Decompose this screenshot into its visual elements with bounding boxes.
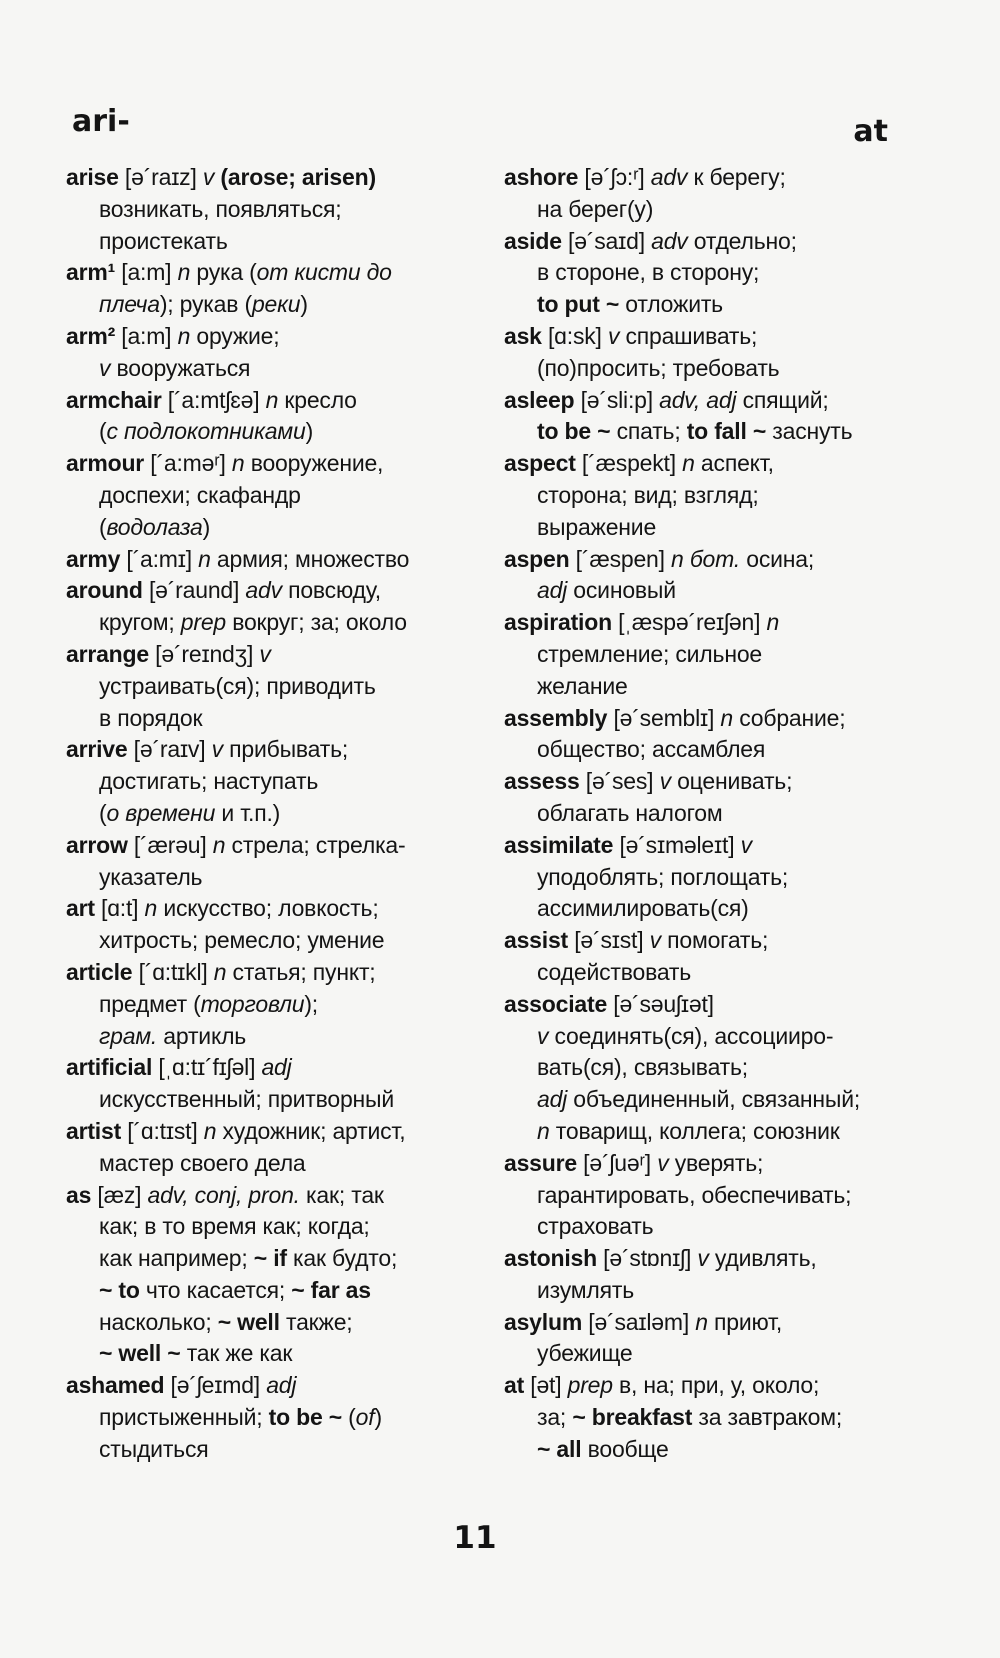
entry-text: соединять(ся), ассоцииро- (548, 1022, 834, 1049)
entry-continuation (504, 353, 924, 385)
entry-headline (504, 1243, 924, 1275)
entry-text: как например; (99, 1245, 254, 1272)
grammar-label: of (355, 1404, 375, 1431)
entry-headline (504, 989, 924, 1021)
entry-text: [ə´ʃeɪmd] (164, 1372, 267, 1399)
headword: artificial (66, 1054, 153, 1081)
entry-headline (66, 1370, 506, 1402)
running-head-left: ari- (72, 104, 130, 139)
headword: to put ~ (537, 291, 620, 318)
headword: arm¹ (66, 259, 116, 286)
dictionary-column-left (66, 162, 506, 1466)
entry-text: [´a:məʳ] (144, 450, 232, 477)
entry-text: [ə´ʃɔ:ʳ] (578, 164, 651, 190)
grammar-label: n (203, 1117, 217, 1144)
entry-text: уверять; (668, 1149, 764, 1176)
entry-headline (504, 1370, 924, 1402)
entry-text: вокруг; за; около (226, 609, 407, 636)
page-number: 11 (453, 1520, 497, 1556)
entry-text: достигать; наступать (99, 768, 319, 795)
entry-text: стыдиться (99, 1435, 209, 1462)
entry-text: спящий; (736, 386, 829, 413)
entry-text: [ˌɑ:tɪ´fɪʃəl] (152, 1054, 262, 1081)
entry-headline (66, 639, 506, 671)
entry-text: как; так (299, 1181, 384, 1208)
headword: article (66, 958, 133, 985)
entry-continuation (66, 194, 506, 226)
entry-text: собрание; (733, 704, 846, 731)
entry-continuation (504, 1180, 924, 1212)
grammar-label: n (144, 895, 158, 922)
headword: to be ~ (268, 1404, 342, 1431)
entry-text: [´ɑ:tɪkl] (132, 958, 214, 985)
entry-text: в порядок (99, 704, 203, 731)
entry-text: [ə´sɪməleɪt] (613, 831, 741, 858)
headword: ~ well (217, 1308, 280, 1335)
grammar-label: n (212, 831, 226, 858)
entry-text: [ət] (524, 1372, 568, 1399)
entry-text: оружие; (190, 322, 280, 349)
entry-text: [ə´saɪd] (561, 227, 652, 254)
entry-text: вооружение, (244, 450, 384, 477)
grammar-label: плеча (99, 291, 160, 318)
entry-continuation (66, 1084, 506, 1116)
entry-text: ( (99, 418, 107, 445)
entry-headline (66, 734, 506, 766)
entry-text: мастер своего дела (99, 1149, 306, 1176)
grammar-label: реки (251, 291, 301, 318)
headword: assist (504, 927, 569, 954)
entry-continuation (66, 1021, 506, 1053)
entry-text: и т.п.) (215, 799, 281, 826)
entry-headline (504, 925, 924, 957)
entry-continuation (504, 257, 924, 289)
entry-headline (66, 830, 506, 862)
entry-text: помогать; (660, 927, 769, 954)
headword: ~ far as (291, 1276, 371, 1303)
entry-text: (по)просить; требовать (537, 354, 780, 381)
grammar-label: adv, conj, pron. (147, 1181, 300, 1208)
headword: assimilate (504, 831, 614, 858)
headword: armour (66, 450, 145, 477)
entry-continuation (66, 989, 506, 1021)
grammar-label: с подлокотниками (106, 418, 306, 445)
entry-continuation (504, 1338, 924, 1370)
headword: arise (66, 164, 119, 190)
entry-text: приют, (707, 1308, 783, 1335)
entry-continuation (66, 1275, 506, 1307)
entry-continuation (504, 1116, 924, 1148)
entry-headline (504, 766, 924, 798)
entry-text: ассимилировать(ся) (537, 895, 749, 922)
entry-text: также; (279, 1308, 353, 1335)
entry-text: отложить (619, 291, 723, 318)
grammar-label: adj (537, 577, 568, 604)
grammar-label: v (202, 164, 215, 190)
headword: at (504, 1372, 525, 1399)
grammar-label: грам. (99, 1022, 158, 1049)
entry-continuation (66, 416, 506, 448)
headword: arrange (66, 640, 149, 667)
headword: ~ if (253, 1245, 287, 1272)
entry-headline (66, 544, 506, 576)
entry-text: удивлять, (708, 1245, 817, 1272)
entry-text: что касается; (139, 1276, 292, 1303)
entry-headline (504, 162, 924, 194)
entry-continuation (66, 480, 506, 512)
entry-text: художник; артист, (216, 1117, 406, 1144)
entry-text: вать(ся), связывать; (537, 1054, 748, 1081)
entry-text: спрашивать; (619, 322, 758, 349)
grammar-label: n (231, 450, 245, 477)
entry-text: гарантировать, обеспечивать; (537, 1181, 852, 1208)
entry-text: [a:m] (115, 322, 178, 349)
entry-text: стремление; сильное (537, 640, 762, 667)
grammar-label: adv, adj (659, 386, 737, 413)
grammar-label: adv (245, 577, 282, 604)
entry-continuation (504, 1021, 924, 1053)
grammar-label: prep (180, 609, 226, 636)
entry-text: так же как (180, 1340, 293, 1367)
entry-text: отдельно; (687, 227, 797, 254)
headword: artist (66, 1117, 122, 1144)
entry-text: проистекать (99, 227, 228, 254)
entry-text: осина; (740, 545, 815, 572)
entry-text: вообще (581, 1435, 669, 1462)
entry-text: изумлять (537, 1276, 634, 1303)
grammar-label: n (213, 958, 227, 985)
entry-text: устраивать(ся); приводить (99, 672, 376, 699)
grammar-label: adj (537, 1086, 568, 1113)
entry-text: [ə´ses] (579, 768, 660, 795)
grammar-label: v (99, 354, 111, 381)
entry-text: общество; ассамблея (537, 736, 766, 763)
entry-headline (504, 544, 924, 576)
running-head-right: at (853, 114, 888, 149)
entry-text: указатель (99, 863, 203, 890)
headword: ~ breakfast (572, 1404, 693, 1431)
entry-text: уподоблять; поглощать; (537, 863, 789, 890)
entry-text: [æz] (91, 1181, 148, 1208)
headword: ashore (504, 164, 579, 190)
entry-text: оценивать; (670, 768, 793, 795)
entry-text: [ə´səuʃɪət] (607, 990, 714, 1017)
entry-text: ) (374, 1404, 382, 1431)
entry-text: ); (304, 990, 318, 1017)
entry-continuation (66, 1307, 506, 1339)
entry-text: желание (537, 672, 628, 699)
entry-text: за завтраком; (692, 1404, 843, 1431)
entry-continuation (504, 671, 924, 703)
headword: ~ well ~ (99, 1340, 181, 1367)
entry-continuation (504, 1275, 924, 1307)
entry-text: сторона; вид; взгляд; (537, 481, 759, 508)
entry-continuation (504, 289, 924, 321)
entry-continuation (66, 925, 506, 957)
entry-text: убежище (537, 1340, 633, 1367)
entry-text: [a:m] (115, 259, 178, 286)
entry-text: возникать, появляться; (99, 195, 342, 222)
entry-text: [´ærəu] (127, 831, 213, 858)
grammar-label: v (607, 322, 620, 349)
entry-headline (66, 1180, 506, 1212)
entry-continuation (66, 1243, 506, 1275)
entry-headline (504, 1148, 924, 1180)
headword: assess (504, 768, 580, 795)
entry-headline (504, 226, 924, 258)
entry-text: статья; пункт; (226, 958, 376, 985)
entry-text: в, на; при, у, около; (612, 1372, 820, 1399)
entry-continuation (504, 1084, 924, 1116)
entry-continuation (504, 862, 924, 894)
entry-headline (504, 1307, 924, 1339)
grammar-label: adv (651, 227, 688, 254)
entry-text: [ə´reɪndʒ] (148, 640, 260, 667)
entry-continuation (66, 1338, 506, 1370)
entry-text: [ə´semblɪ] (607, 704, 721, 731)
entry-text: повсюду, (281, 577, 381, 604)
grammar-label: v (649, 927, 661, 954)
entry-continuation (66, 607, 506, 639)
grammar-label: v (537, 1022, 549, 1049)
entry-text: стрела; стрелка- (225, 831, 406, 858)
entry-headline (66, 575, 506, 607)
entry-continuation (66, 1434, 506, 1466)
entry-text: как; в то время как; когда; (99, 1213, 370, 1240)
grammar-label: adj (261, 1054, 292, 1081)
headword: arrow (66, 831, 128, 858)
headword: art (66, 895, 95, 922)
entry-text: ) (202, 513, 211, 540)
entry-continuation (66, 671, 506, 703)
grammar-label: n (198, 545, 211, 572)
headword: armchair (66, 386, 162, 413)
grammar-label: водолаза (106, 513, 203, 540)
headword: army (66, 545, 121, 572)
entry-continuation (504, 416, 924, 448)
entry-headline (66, 1116, 506, 1148)
grammar-label: prep (567, 1372, 613, 1399)
headword: associate (504, 990, 608, 1017)
entry-continuation (504, 512, 924, 544)
entry-text: пристыженный; (99, 1404, 269, 1431)
grammar-label: о времени (106, 799, 216, 826)
entry-text: кругом; (99, 609, 181, 636)
entry-headline (66, 893, 506, 925)
entry-text: [ə´stɒnɪʃ] (596, 1245, 698, 1272)
entry-text: [ə´ʃuəʳ] (576, 1149, 658, 1176)
entry-text: [ˌæspə´reɪʃən] (611, 609, 767, 636)
dictionary-column-right (504, 162, 924, 1466)
entry-continuation (66, 226, 506, 258)
grammar-label: n (695, 1308, 708, 1335)
entry-headline (66, 162, 506, 194)
entry-text: [´ɑ:tɪst] (121, 1117, 204, 1144)
entry-text: кресло (278, 386, 357, 413)
entry-text: выражение (537, 513, 657, 540)
entry-continuation (504, 575, 924, 607)
entry-text: ( (341, 1404, 356, 1431)
entry-text: как будто; (286, 1245, 398, 1272)
grammar-label: от кисти до (256, 259, 392, 286)
entry-text: содействовать (537, 958, 692, 985)
entry-text: объединенный, связанный; (567, 1086, 861, 1113)
grammar-label: n (265, 386, 279, 413)
headword: asleep (504, 386, 575, 413)
entry-text: рука ( (190, 259, 257, 286)
headword: assure (504, 1149, 577, 1176)
entry-text: [ə´raɪz] (118, 164, 203, 190)
headword: asylum (504, 1308, 583, 1335)
entry-text: ); рукав ( (159, 291, 252, 318)
entry-continuation (66, 798, 506, 830)
entry-text: насколько; (99, 1308, 218, 1335)
headword: arrive (66, 736, 128, 763)
entry-text: за; (537, 1404, 573, 1431)
headword: ask (504, 322, 542, 349)
entry-text: хитрость; ремесло; умение (99, 927, 385, 954)
entry-text: в стороне, в сторону; (537, 259, 760, 286)
entry-headline (66, 957, 506, 989)
entry-text: прибывать; (222, 736, 349, 763)
entry-text: на берег(у) (537, 195, 654, 222)
entry-text: спать; (610, 418, 687, 445)
grammar-label: n (766, 609, 780, 636)
entry-text: [ɑ:t] (94, 895, 145, 922)
entry-headline (66, 1052, 506, 1084)
entry-continuation (504, 1434, 924, 1466)
entry-continuation (66, 1402, 506, 1434)
entry-text: ( (99, 799, 107, 826)
entry-text: аспект, (694, 450, 774, 477)
entry-text: искусство; ловкость; (157, 895, 379, 922)
entry-continuation (504, 480, 924, 512)
grammar-label: v (697, 1245, 709, 1272)
entry-text: [ə´raɪv] (127, 736, 212, 763)
entry-text: [´a:mtʃɛə] (161, 386, 266, 413)
grammar-label: v (659, 768, 671, 795)
entry-text: осиновый (567, 577, 676, 604)
entry-headline (504, 607, 924, 639)
entry-text: [´æspen] (569, 545, 672, 572)
entry-text: [´æspekt] (575, 450, 683, 477)
entry-text: [ə´sɪst] (568, 927, 650, 954)
entry-text: к берегу; (687, 164, 786, 190)
entry-continuation (504, 893, 924, 925)
entry-text: страховать (537, 1213, 654, 1240)
entry-text: ) (305, 418, 314, 445)
grammar-label: n (720, 704, 733, 731)
grammar-label: adv (650, 164, 688, 190)
entry-text: искусственный; притворный (99, 1086, 395, 1113)
entry-headline (66, 448, 506, 480)
entry-continuation (504, 957, 924, 989)
entry-continuation (504, 639, 924, 671)
grammar-label: n бот. (671, 545, 741, 572)
entry-continuation (504, 734, 924, 766)
headword: assembly (504, 704, 608, 731)
entry-continuation (66, 512, 506, 544)
entry-text: [ə´raund] (142, 577, 246, 604)
entry-continuation (66, 353, 506, 385)
entry-continuation (66, 703, 506, 735)
entry-text: армия; множество (210, 545, 410, 572)
grammar-label: торговли (200, 990, 305, 1017)
grammar-label: adj (266, 1372, 297, 1399)
entry-headline (66, 321, 506, 353)
entry-headline (504, 321, 924, 353)
entry-text: заснуть (766, 418, 853, 445)
grammar-label: v (657, 1149, 669, 1176)
headword: to fall ~ (686, 418, 767, 445)
entry-text: ) (300, 291, 308, 318)
headword: aside (504, 227, 562, 254)
entry-continuation (66, 289, 506, 321)
headword: ~ all (537, 1435, 582, 1462)
headword: aspiration (504, 609, 612, 636)
headword: (arose; arisen) (220, 164, 376, 190)
entry-headline (504, 448, 924, 480)
entry-text: [´a:mɪ] (120, 545, 199, 572)
entry-continuation (66, 1211, 506, 1243)
headword: astonish (504, 1245, 597, 1272)
headword: aspen (504, 545, 570, 572)
entry-headline (66, 257, 506, 289)
entry-text: вооружаться (110, 354, 251, 381)
entry-continuation (66, 766, 506, 798)
grammar-label: n (177, 259, 191, 286)
entry-text: доспехи; скафандр (99, 481, 301, 508)
grammar-label: v (259, 640, 271, 667)
entry-text: ( (99, 513, 107, 540)
entry-text: товарищ, коллега; союзник (549, 1117, 840, 1144)
grammar-label: n (682, 450, 695, 477)
grammar-label: v (740, 831, 752, 858)
headword: arm² (66, 322, 116, 349)
headword: ~ to (99, 1276, 140, 1303)
headword: ashamed (66, 1372, 165, 1399)
grammar-label: n (177, 322, 191, 349)
entry-continuation (504, 798, 924, 830)
entry-text: [ə´sli:p] (574, 386, 660, 413)
entry-continuation (504, 1052, 924, 1084)
entry-continuation (504, 1211, 924, 1243)
entry-text: [ə´saɪləm] (582, 1308, 696, 1335)
headword: as (66, 1181, 92, 1208)
entry-headline (504, 703, 924, 735)
entry-headline (504, 385, 924, 417)
entry-text: облагать налогом (537, 799, 723, 826)
entry-continuation (504, 194, 924, 226)
grammar-label: n (537, 1117, 550, 1144)
entry-text: артикль (157, 1022, 247, 1049)
headword: to be ~ (537, 418, 611, 445)
entry-text: [ɑ:sk] (541, 322, 608, 349)
entry-continuation (66, 862, 506, 894)
entry-headline (504, 830, 924, 862)
grammar-label: v (211, 736, 223, 763)
entry-text: предмет ( (99, 990, 201, 1017)
headword: around (66, 577, 143, 604)
entry-continuation (66, 1148, 506, 1180)
headword: aspect (504, 450, 576, 477)
entry-continuation (504, 1402, 924, 1434)
entry-headline (66, 385, 506, 417)
